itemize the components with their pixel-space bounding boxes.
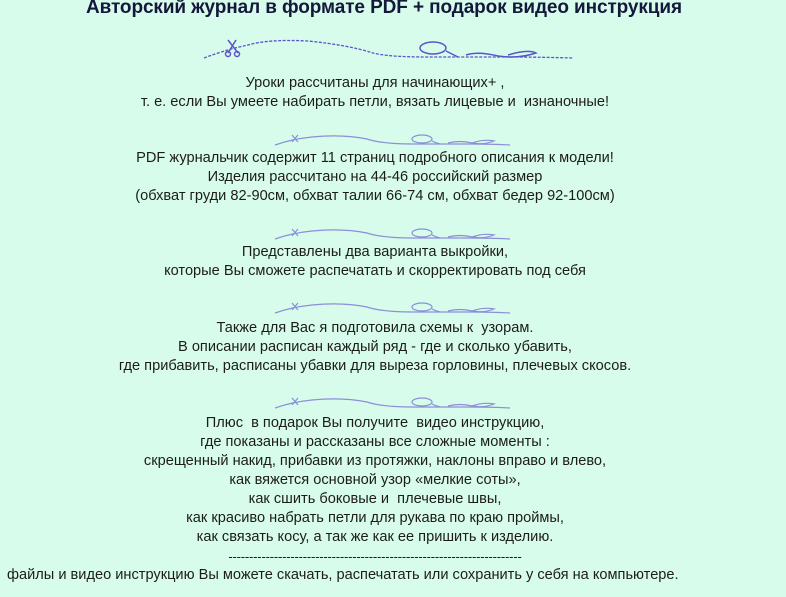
scissors-thread-divider-icon: [272, 131, 512, 148]
text-line: как сшить боковые и плечевые швы,: [248, 491, 502, 507]
text-line: PDF журнальчик содержит 11 страниц подробного описания к модели!: [136, 150, 614, 166]
section-pdf-info: [0, 149, 750, 206]
text-line: Также для Вас я подготовила схемы к узорам.: [216, 320, 534, 336]
section-schemes-info: [0, 319, 750, 376]
scissors-thread-divider-icon: [272, 394, 512, 411]
section-beginner-info: [0, 74, 750, 112]
text-line: где показаны и рассказаны все сложные моменты :: [200, 434, 550, 450]
page-title-text: Авторский журнал в формате PDF + подарок видео инструкция: [86, 0, 682, 18]
section-patterns-info: [0, 243, 750, 281]
text-line: В описании расписан каждый ряд - где и сколько убавить,: [178, 339, 572, 355]
text-line: Представлены два варианта выкройки,: [241, 244, 509, 260]
text-line: Уроки рассчитаны для начинающих+ ,: [245, 75, 505, 91]
text-line: как красиво набрать петли для рукава по краю проймы,: [186, 510, 564, 526]
text-line: Изделия рассчитано на 44-46 российский размер: [207, 169, 543, 185]
scissors-thread-divider-icon: [198, 37, 578, 62]
scissors-thread-divider-icon: [272, 299, 512, 316]
text-line: скрещенный накид, прибавки из протяжки, наклоны вправо и влево,: [143, 453, 607, 469]
text-line: как вяжется основной узор «мелкие соты»,: [229, 472, 521, 488]
page-title: [0, 0, 786, 20]
download-note: файлы и видео инструкцию Вы можете скачать, распечатать или сохранить у себя на компьютере.: [7, 567, 679, 583]
scissors-thread-divider-icon: [272, 225, 512, 242]
text-line: где прибавить, расписаны убавки для выреза горловины, плечевых скосов.: [118, 358, 632, 374]
section-video-gift-info: [0, 414, 750, 547]
text-line: которые Вы сможете распечатать и скорректировать под себя: [164, 263, 586, 279]
dashed-separator: -----------------------------------------------------------------------: [228, 549, 522, 564]
text-line: (обхват груди 82-90см, обхват талии 66-74 см, обхват бедер 92-100см): [135, 188, 615, 204]
text-line: т. е. если Вы умеете набирать петли, вязать лицевые и изнаночные!: [140, 94, 610, 110]
text-line: как связать косу, а так же как ее пришить к изделию.: [196, 529, 554, 545]
text-line: Плюс в подарок Вы получите видео инструкцию,: [205, 415, 545, 431]
